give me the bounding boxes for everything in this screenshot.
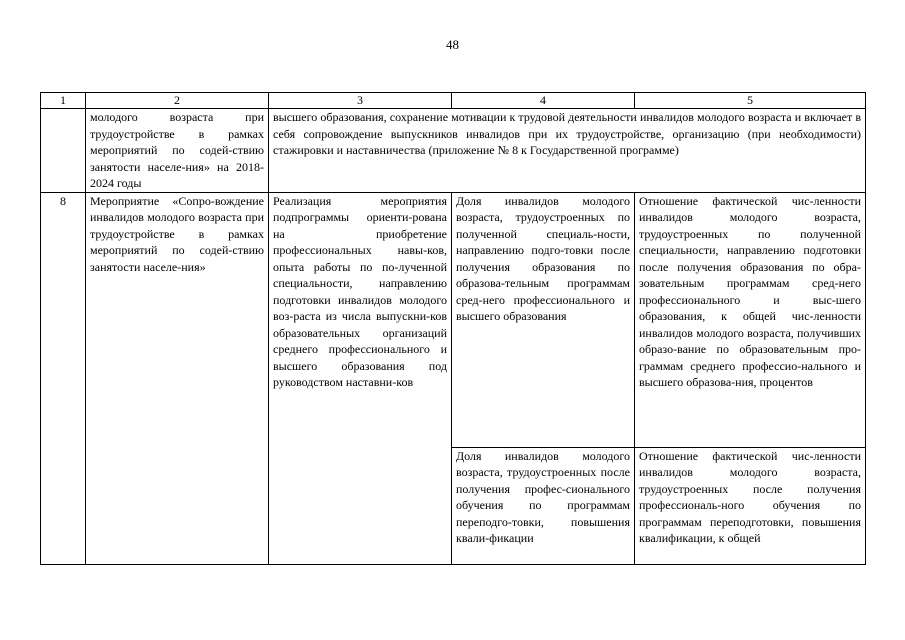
indicator-cell: Доля инвалидов молодого возраста, трудоустроенных после получения профес-сионального обучения по программам переподго-товки, повышения квали-фикации xyxy=(452,447,635,564)
empty-number-cell xyxy=(41,109,86,193)
program-name-cell: молодого возраста при трудоустройстве в рамках мероприятий по содей-ствию занятости населе-ния» на 2018-2024 годы xyxy=(86,109,269,193)
page-number: 48 xyxy=(446,37,459,52)
program-description-cell: высшего образования, сохранение мотивации к трудовой деятельности инвалидов молодого возраста и включает в себя сопровождение выпускников инвалидов при их трудоустройстве, организацию (при необходимости) стажировки и наставничества (приложение № 8 к Государственной программе) xyxy=(269,109,866,193)
column-number: 5 xyxy=(635,93,866,109)
indicator-cell: Доля инвалидов молодого возраста, трудоустроенных по полученной специаль-ности, направлению подго-товки после получения образования по образова-тельным программам сред-него профессионального и высшего образования xyxy=(452,192,635,447)
implementation-cell: Реализация мероприятия подпрограммы ориенти-рована на приобретение профессиональных навы-ков, опыта работы по по-лученной специальности, направлению подготовки инвалидов молодого воз-раста из числа выпускни-ков образовательных организаций среднего профессионального и высшего образования под руководством наставни-ков xyxy=(269,192,452,564)
continuation-row xyxy=(41,109,866,193)
column-number: 2 xyxy=(86,93,269,109)
column-number: 4 xyxy=(452,93,635,109)
column-number: 3 xyxy=(269,93,452,109)
column-numbers-row xyxy=(41,93,866,109)
calculation-method-cell: Отношение фактической чис-ленности инвалидов молодого возраста, трудоустроенных после получения профессиональ-ного обучения по программам переподготовки, повышения квалификации, к общей xyxy=(635,447,866,564)
calculation-method-cell: Отношение фактической чис-ленности инвалидов молодого возраста, трудоустроенных по полученной специальности, направлению подготовки после получения образования по обра-зовательным программам сред-него профессионального и выс-шего образования, к общей чис-ленности инвалидов молодого возраста, получивших образо-вание по образовательным про-граммам среднего профессио-нального и высшего образова-ния, процентов xyxy=(635,192,866,447)
indicators-table xyxy=(40,92,866,565)
event-name-cell: Мероприятие «Сопро-вождение инвалидов молодого возраста при трудоустройстве в рамках мероприятий по содей-ствию занятости населе-ния» xyxy=(86,192,269,564)
row-number: 8 xyxy=(41,192,86,564)
column-number: 1 xyxy=(41,93,86,109)
table-row xyxy=(41,192,866,447)
